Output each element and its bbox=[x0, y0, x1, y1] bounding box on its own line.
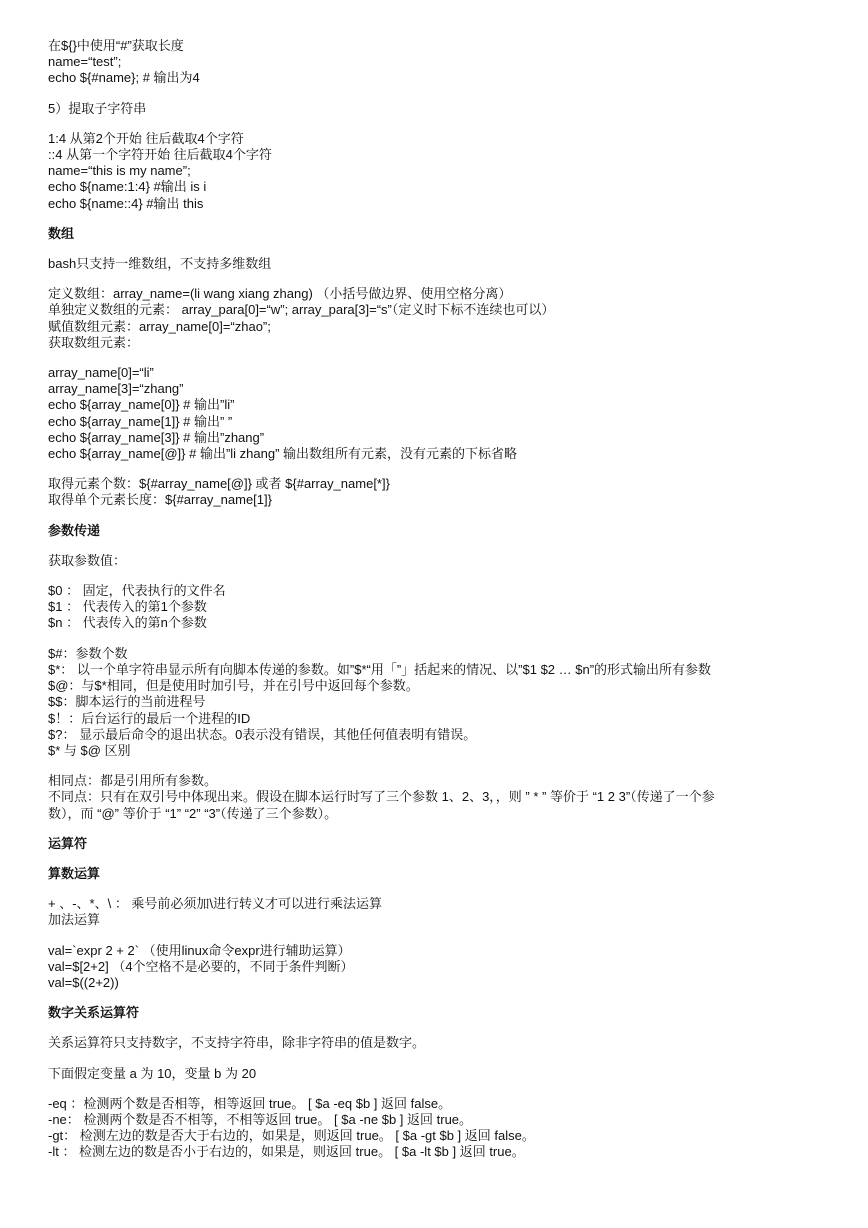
text-line: ::4 从第一个字符开始 往后截取4个字符 bbox=[48, 147, 272, 163]
text-line: 获取参数值： bbox=[48, 552, 127, 568]
paragraph bbox=[48, 1066, 788, 1082]
text-line: 在${}中使用“#”获取长度 bbox=[48, 38, 184, 53]
text-line: $*： 以一个单字符串显示所有向脚本传递的参数。如”$*“用「”」括起来的情况、以”$1 $2 … $n”的形式输出所有参数 bbox=[48, 661, 712, 677]
paragraph bbox=[48, 101, 788, 117]
text-line: -eq ：检测两个数是否相等，相等返回 true。 [ $a -eq $b ] 返回 false。 bbox=[48, 1095, 452, 1111]
text-line: 数），而 “@” 等价于 “1” “2” “3”（传递了三个参数）。 bbox=[48, 805, 338, 821]
text-line: 相同点：都是引用所有参数。 bbox=[48, 773, 218, 789]
text-line: val=$((2+2)) bbox=[48, 974, 119, 990]
paragraph bbox=[48, 583, 788, 632]
text-line: $0 ： 固定，代表执行的文件名 bbox=[48, 583, 226, 599]
paragraph bbox=[48, 1035, 788, 1051]
text-line: -ne： 检测两个数是否不相等，不相等返回 true。 [ $a -ne $b ] 返回 true。 bbox=[48, 1111, 473, 1127]
text-line: 获取数组元素： bbox=[48, 334, 140, 350]
text-line: 单独定义数组的元素： array_para[0]=“w”; array_para[3]=“s”（定义时下标不连续也可以） bbox=[48, 302, 555, 318]
paragraph bbox=[48, 1096, 788, 1161]
text-line: 不同点：只有在双引号中体现出来。假设在脚本运行时写了三个参数 1、2、3，，则 ” * ” 等价于 “1 2 3”（传递了一个参 bbox=[48, 789, 715, 805]
text-line: 定义数组：array_name=(li wang xiang zhang) （小括号做边界、使用空格分离） bbox=[48, 286, 512, 302]
text-line: echo ${array_name[0]} # 输出”li” bbox=[48, 397, 235, 413]
paragraph bbox=[48, 38, 788, 87]
text-line: 1:4 从第2个开始 往后截取4个字符 bbox=[48, 130, 244, 146]
text-line: $#：参数个数 bbox=[48, 645, 128, 661]
text-line: + 、-、*、\ ： 乘号前必须加\进行转义才可以进行乘法运算 bbox=[48, 896, 383, 912]
text-line: $* 与 $@ 区别 bbox=[48, 742, 131, 758]
text-line: $$：脚本运行的当前进程号 bbox=[48, 694, 206, 710]
text-line: $1 ： 代表传入的第1个参数 bbox=[48, 599, 207, 615]
section-heading: 数字关系运算符 bbox=[48, 1005, 140, 1021]
text-line: $?： 显示最后命令的退出状态。0表示没有错误，其他任何值表明有错误。 bbox=[48, 726, 477, 742]
text-line: echo ${array_name[@]} # 输出”li zhang” 输出数组所有元素，没有元素的下标省略 bbox=[48, 446, 518, 462]
paragraph bbox=[48, 773, 788, 822]
section-heading: 算数运算 bbox=[48, 865, 101, 881]
section-heading: 数组 bbox=[48, 225, 75, 241]
text-line: val=`expr 2 + 2` （使用linux命令expr进行辅助运算） bbox=[48, 942, 351, 958]
section-heading: 运算符 bbox=[48, 835, 88, 851]
text-line: 关系运算符只支持数字，不支持字符串，除非字符串的值是数字。 bbox=[48, 1035, 426, 1051]
text-line: 下面假定变量 a 为 10，变量 b 为 20 bbox=[48, 1065, 257, 1081]
text-line: 取得单个元素长度：${#array_name[1]} bbox=[48, 492, 272, 508]
text-line: -gt： 检测左边的数是否大于右边的，如果是，则返回 true。 [ $a -gt $b ] 返回 false。 bbox=[48, 1128, 535, 1144]
text-line: array_name[3]=“zhang” bbox=[48, 381, 184, 397]
text-line: val=$[2+2] （4个空格不是必要的，不同于条件判断） bbox=[48, 958, 354, 974]
paragraph bbox=[48, 553, 788, 569]
text-line: 取得元素个数：${#array_name[@]} 或者 ${#array_name[*]} bbox=[48, 476, 390, 492]
paragraph bbox=[48, 131, 788, 212]
text-line: -lt ： 检测左边的数是否小于右边的，如果是，则返回 true。 [ $a -lt $b ] 返回 true。 bbox=[48, 1144, 525, 1160]
paragraph bbox=[48, 256, 788, 272]
paragraph bbox=[48, 365, 788, 462]
paragraph bbox=[48, 943, 788, 992]
paragraph bbox=[48, 646, 788, 759]
paragraph bbox=[48, 476, 788, 508]
text-line: echo ${array_name[1]} # 输出” ” bbox=[48, 413, 233, 429]
text-line: bash只支持一维数组，不支持多维数组 bbox=[48, 256, 272, 272]
text-line: 加法运算 bbox=[48, 912, 101, 928]
text-line: echo ${name:1:4} #输出 is i bbox=[48, 179, 207, 195]
text-line: $n ： 代表传入的第n个参数 bbox=[48, 615, 207, 631]
text-line: name=“test”; bbox=[48, 54, 122, 70]
text-line: $@：与$*相同，但是使用时加引号，并在引号中返回每个参数。 bbox=[48, 678, 419, 694]
text-line: 5）提取子字符串 bbox=[48, 100, 147, 116]
paragraph bbox=[48, 896, 788, 928]
text-line: echo ${#name}; # 输出为4 bbox=[48, 70, 200, 86]
text-line: array_name[0]=“li” bbox=[48, 365, 154, 381]
document-page bbox=[48, 38, 788, 1175]
text-line: $！：后台运行的最后一个进程的ID bbox=[48, 710, 251, 726]
text-line: name=“this is my name”; bbox=[48, 163, 191, 179]
text-line: echo ${array_name[3]} # 输出”zhang” bbox=[48, 429, 265, 445]
text-line: echo ${name::4} #输出 this bbox=[48, 195, 204, 211]
text-line: 赋值数组元素：array_name[0]=“zhao”; bbox=[48, 318, 271, 334]
section-heading: 参数传递 bbox=[48, 522, 101, 538]
paragraph bbox=[48, 286, 788, 351]
